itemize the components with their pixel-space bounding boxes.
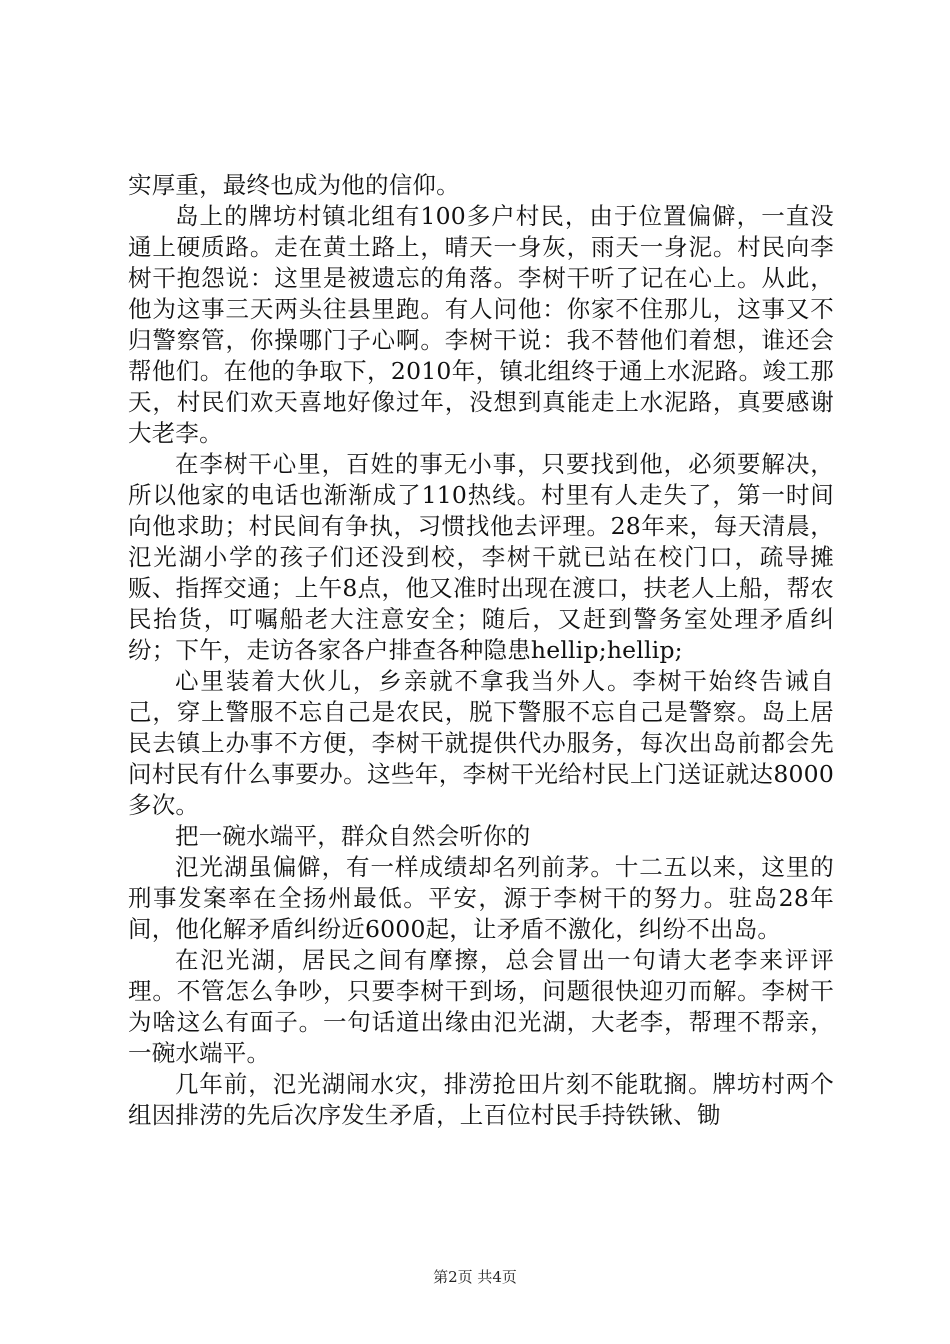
paragraph: 实厚重，最终也成为他的信仰。 — [128, 171, 460, 199]
body-text — [128, 170, 834, 1131]
section-heading: 把一碗水端平，群众自然会听你的 — [175, 822, 531, 850]
paragraph: 氾光湖虽偏僻，有一样成绩却名列前茅。十二五以来，这里的刑事发案率在全扬州最低。平安，源于李树干的努力。驻岛28年间，他化解矛盾纠纷近6000起，让矛盾不激化，纠纷不出岛。 — [128, 853, 834, 943]
paragraph: 在氾光湖，居民之间有摩擦，总会冒出一句请大老李来评评理。不管怎么争吵，只要李树干到场，问题很快迎刃而解。李树干为啥这么有面子。一句话道出缘由氾光湖，大老李，帮理不帮亲，一碗水端平。 — [128, 946, 834, 1067]
paragraph: 在李树干心里，百姓的事无小事，只要找到他，必须要解决，所以他家的电话也渐渐成了110热线。村里有人走失了，第一时间向他求助；村民间有争执，习惯找他去评理。28年来，每天清晨，氾光湖小学的孩子们还没到校，李树干就已站在校门口，疏导摊贩、指挥交通；上午8点，他又准时出现在渡口，扶老人上船，帮农民抬货，叮嘱船老大注意安全；随后，又赶到警务室处理矛盾纠纷；下午，走访各家各户排查各种隐患hellip;hellip; — [128, 450, 834, 664]
paragraph: 岛上的牌坊村镇北组有100多户村民，由于位置偏僻，一直没通上硬质路。走在黄土路上，晴天一身灰，雨天一身泥。村民向李树干抱怨说：这里是被遗忘的角落。李树干听了记在心上。从此，他为这事三天两头往县里跑。有人问他：你家不住那儿，这事又不归警察管，你操哪门子心啊。李树干说：我不替他们着想，谁还会帮他们。在他的争取下，2010年，镇北组终于通上水泥路。竣工那天，村民们欢天喜地好像过年，没想到真能走上水泥路，真要感谢大老李。 — [128, 202, 834, 447]
paragraph: 几年前，氾光湖闹水灾，排涝抢田片刻不能耽搁。牌坊村两个组因排涝的先后次序发生矛盾，上百位村民手持铁锹、锄 — [128, 1070, 834, 1129]
paragraph: 心里装着大伙儿，乡亲就不拿我当外人。李树干始终告诫自己，穿上警服不忘自己是农民，脱下警服不忘自己是警察。岛上居民去镇上办事不方便，李树干就提供代办服务，每次出岛前都会先问村民有什么事要办。这些年，李树干光给村民上门送证就达8000多次。 — [128, 667, 834, 819]
page-footer — [0, 1267, 950, 1287]
page-number: 第2页 共4页 — [433, 1268, 517, 1286]
